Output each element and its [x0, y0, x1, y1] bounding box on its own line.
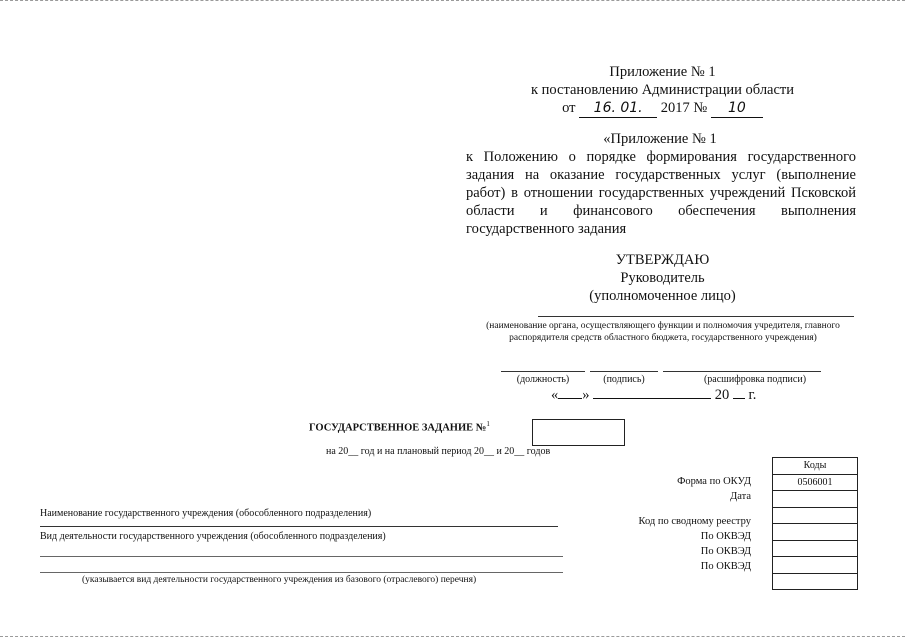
codes-label-registry: Код по сводному реестру: [638, 516, 751, 527]
institution-name-line: [40, 526, 558, 527]
codes-row-okved-1: [773, 540, 858, 557]
footnote-mark: 1: [486, 420, 490, 428]
decoding-caption: (расшифровка подписи): [703, 374, 807, 385]
signature-caption: (подпись): [603, 374, 645, 385]
year-prefix: 20: [714, 387, 730, 403]
signature-line: [590, 371, 658, 372]
org-name-line: [538, 316, 854, 317]
activity-caption: (указывается вид деятельности государственного учреждения из базового (отраслевого) перечня): [82, 575, 477, 585]
assignment-period: на 20__ год и на плановый период 20__ и 20__ годов: [326, 446, 551, 457]
registry-code-cell[interactable]: [773, 524, 858, 541]
day-blank: [558, 384, 582, 399]
assignment-title-wrap: [309, 420, 490, 434]
codes-header: Коды: [773, 458, 858, 475]
codes-row-okud: [773, 474, 858, 491]
appendix-date-line: [500, 99, 825, 118]
year-blank: [733, 384, 745, 399]
appendix-title: Приложение № 1: [609, 64, 716, 80]
codes-label-okved-3: По ОКВЭД: [700, 561, 751, 572]
approve-head: Руководитель: [620, 270, 705, 286]
assignment-number-box[interactable]: [532, 419, 625, 446]
activity-type-label: Вид деятельности государственного учреждения (обособленного подразделения): [40, 531, 386, 542]
okved-code-cell-3[interactable]: [773, 573, 858, 590]
codes-row-blank: [773, 507, 858, 524]
codes-row-date: [773, 491, 858, 508]
institution-name-label: Наименование государственного учреждения (обособленного подразделения): [40, 508, 372, 519]
activity-line-1: [40, 556, 563, 557]
codes-table: [772, 457, 858, 590]
scan-bottom-edge: [0, 636, 905, 637]
date-close-quote: »: [582, 387, 590, 403]
blank-code-cell[interactable]: [773, 507, 858, 524]
codes-row-okved-3: [773, 573, 858, 590]
decoding-line: [663, 371, 821, 372]
date-code-cell[interactable]: [773, 491, 858, 508]
date-prefix: от: [562, 100, 576, 116]
codes-row-okved-2: [773, 557, 858, 574]
position-line: [501, 371, 585, 372]
codes-label-date: Дата: [730, 491, 751, 502]
date-open-quote: «: [551, 387, 559, 403]
regulation-title: «Приложение № 1: [603, 131, 717, 147]
handwritten-date: 16. 01.: [579, 99, 657, 118]
assignment-title: ГОСУДАРСТВЕННОЕ ЗАДАНИЕ №: [309, 422, 487, 434]
okved-code-cell-2[interactable]: [773, 557, 858, 574]
position-caption: (должность): [516, 374, 570, 385]
okud-code-cell[interactable]: 0506001: [773, 474, 858, 491]
approve-authorized: (уполномоченное лицо): [589, 288, 736, 304]
year-suffix: г.: [748, 387, 757, 403]
approve-word: УТВЕРЖДАЮ: [615, 252, 710, 268]
approval-block: [545, 251, 780, 305]
org-caption: (наименование органа, осуществляющего функции и полномочия учредителя, главного распорядителя средств областного бюджета, государственного учреждения): [486, 321, 840, 343]
codes-label-okved-1: По ОКВЭД: [700, 531, 751, 542]
year-number-label: 2017 №: [660, 100, 708, 116]
scan-top-edge: [0, 0, 905, 1]
codes-header-row: [773, 458, 858, 475]
okved-code-cell-1[interactable]: [773, 540, 858, 557]
regulation-text: к Положению о порядке формирования государственного задания на оказание государственных услуг (выполнение работ) в отношении государственных учреждений Псковской области и финансового обеспечения выполнения государственного задания: [466, 149, 856, 237]
handwritten-number: 10: [711, 99, 763, 118]
appendix-resolution: к постановлению Администрации области: [530, 82, 795, 98]
codes-label-okud: Форма по ОКУД: [677, 476, 751, 487]
month-blank: [593, 384, 711, 399]
approval-date-line: [551, 384, 791, 404]
activity-line-2: [40, 572, 563, 573]
codes-row-registry: [773, 524, 858, 541]
appendix-block: [500, 63, 825, 118]
codes-label-okved-2: По ОКВЭД: [700, 546, 751, 557]
